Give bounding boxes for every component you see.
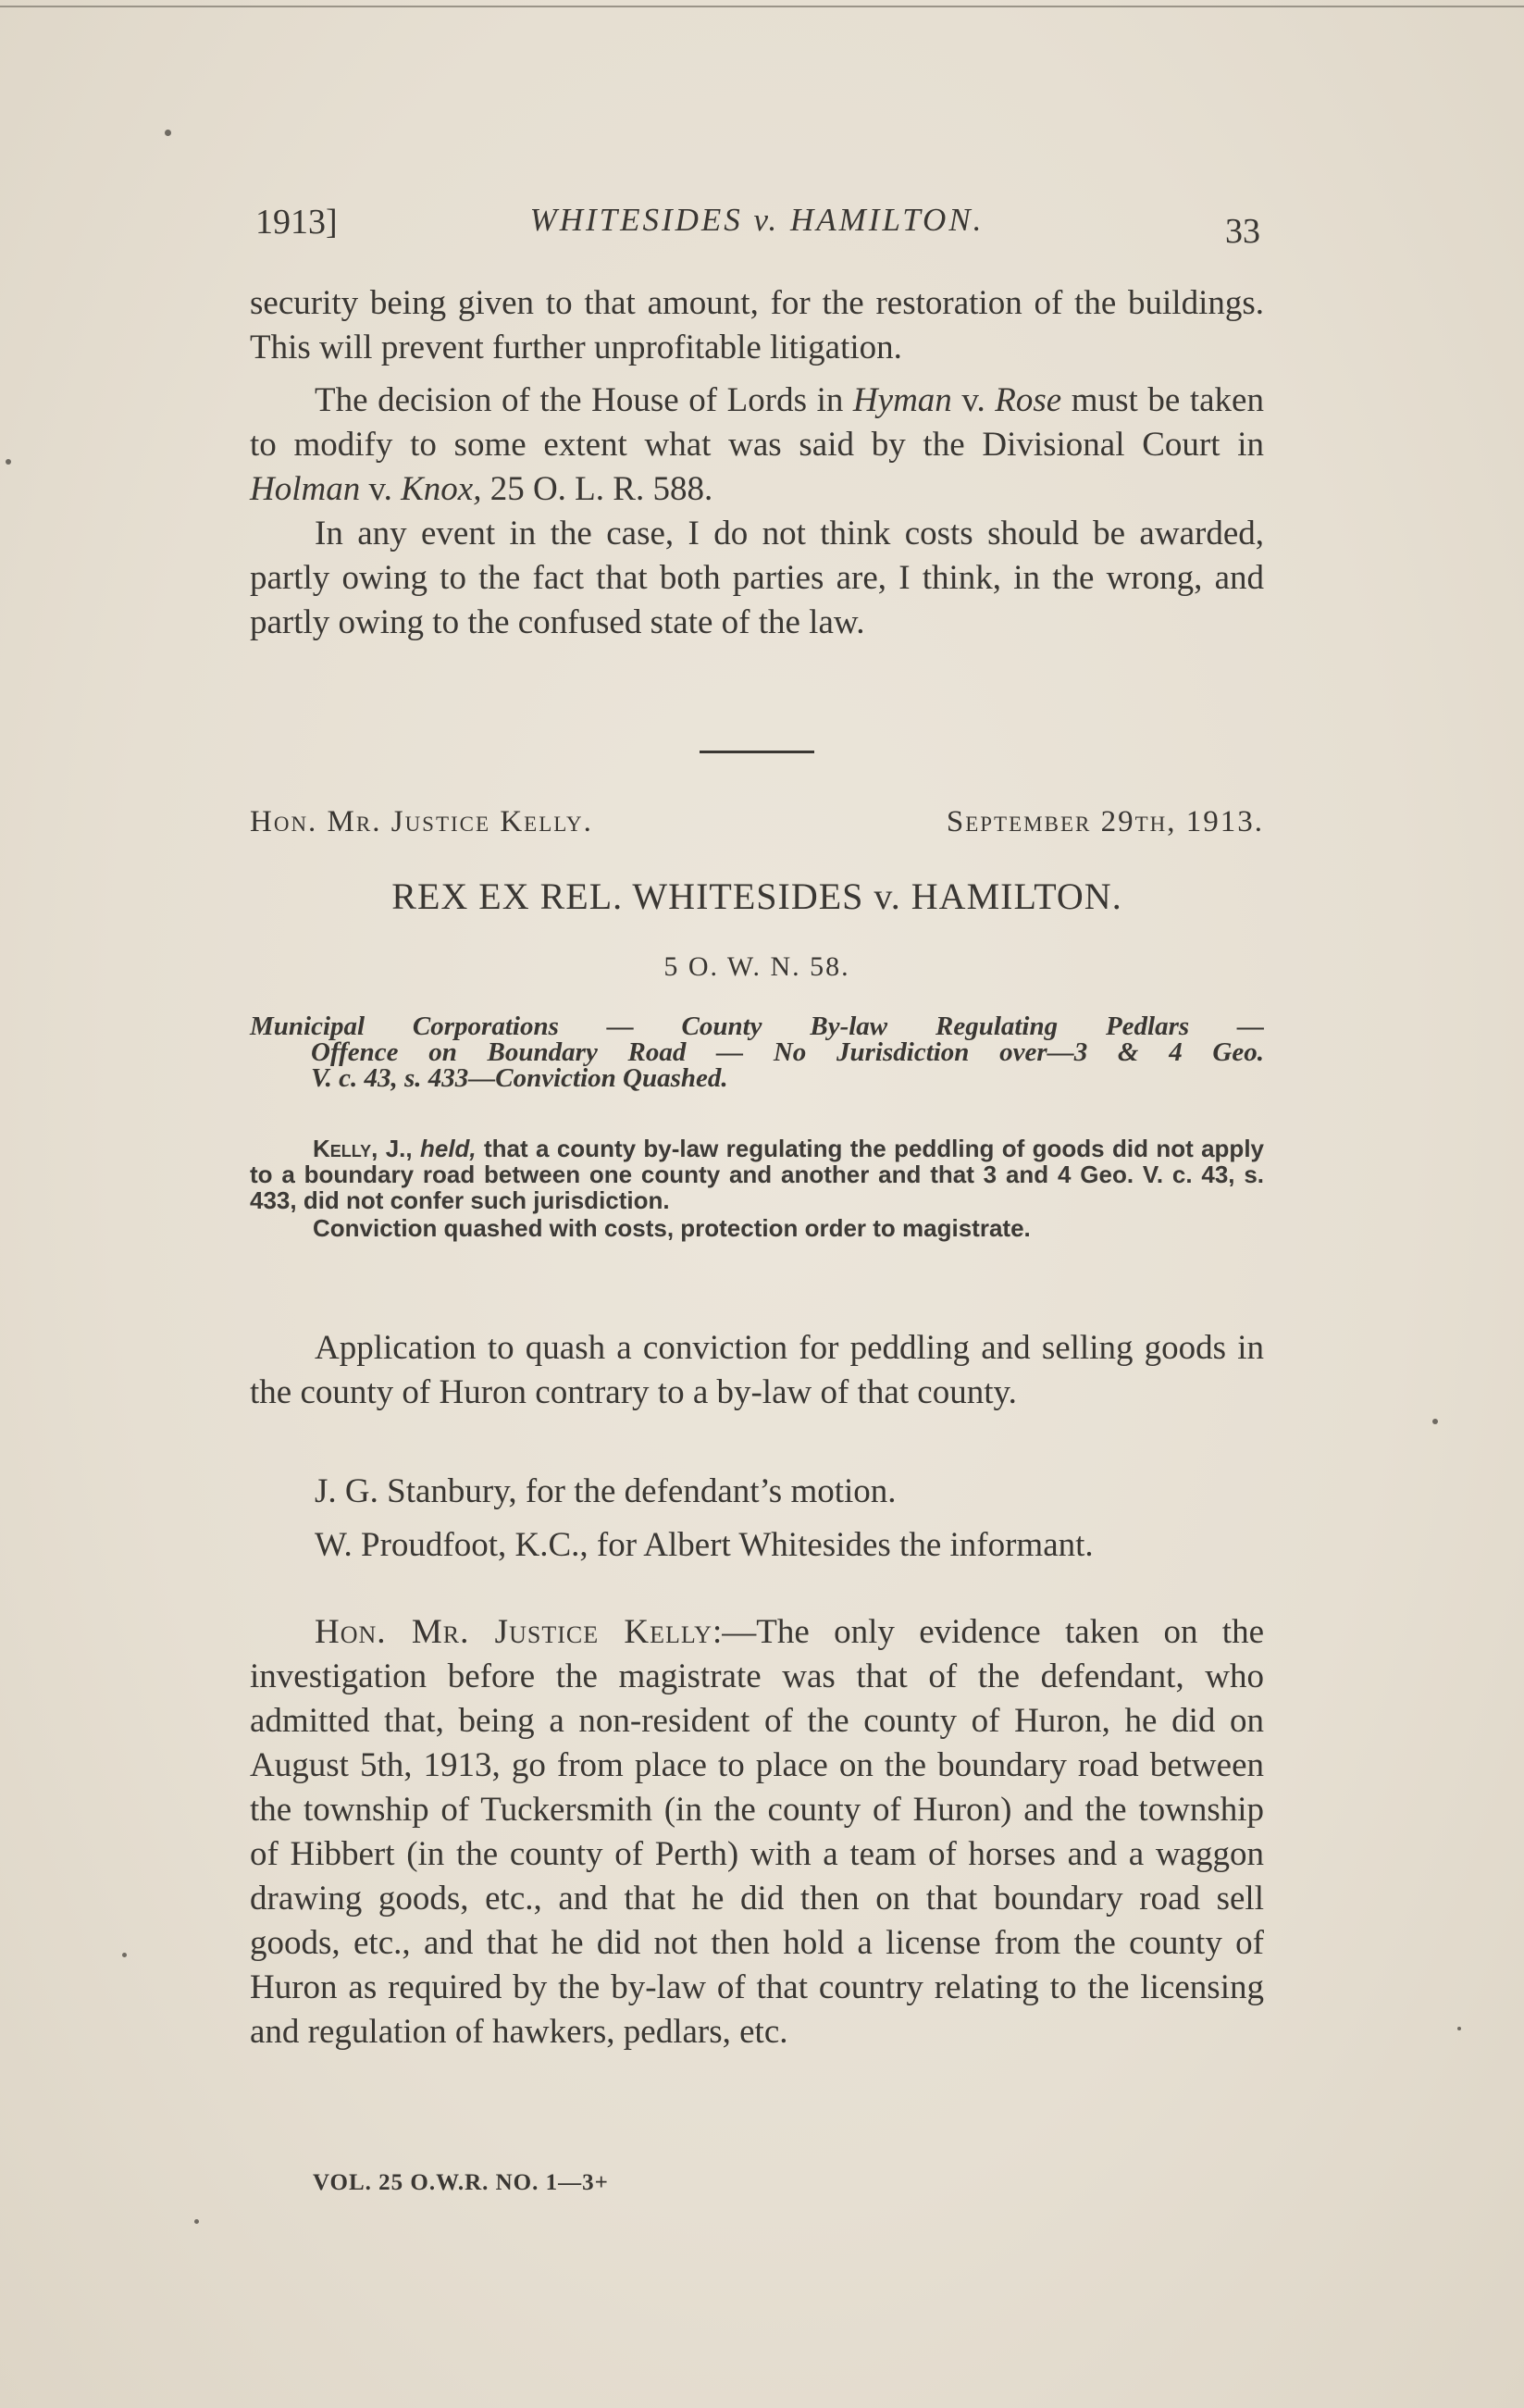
intro-paragraph: [250, 1326, 1264, 1415]
section-divider: [700, 751, 814, 753]
counsel-defendant: J. G. Stanbury, for the defendant’s motion.: [315, 1472, 897, 1510]
holding-disposition: Conviction quashed with costs, protection order to magistrate.: [313, 1214, 1031, 1242]
paper-speck: [1432, 1419, 1438, 1424]
opening-text: [250, 281, 1264, 645]
case-name-holman: Holman: [250, 470, 361, 508]
case-citation: 5 O. W. N. 58.: [663, 951, 850, 982]
running-head-title: WHITESIDES v. HAMILTON.: [529, 202, 985, 238]
intro-text: Application to quash a conviction for peddling and selling goods in the county of Huron contrary to a by-law of that county.: [250, 1329, 1264, 1411]
headnote-line: Offence on Boundary Road — No Jurisdiction over—3 & 4 Geo.: [311, 1037, 1264, 1067]
top-edge-rule: [0, 6, 1524, 7]
headnote: [250, 1013, 1264, 1091]
running-head-year: 1913]: [255, 203, 338, 242]
counsel-informant: W. Proudfoot, K.C., for Albert Whitesides the informant.: [315, 1526, 1094, 1564]
judgment-speaker: Hon. Mr. Justice Kelly: [315, 1613, 712, 1651]
signature-mark: VOL. 25 O.W.R. NO. 1—3+: [313, 2170, 609, 2195]
running-head: [250, 202, 1264, 251]
paragraph-costs: In any event in the case, I do not think costs should be awarded, partly owing to the fact that both parties are, I think, in the wrong, and partly owing to the confused state of the law.: [250, 515, 1264, 641]
case-name-rose: Rose: [995, 381, 1062, 419]
paper-speck: [122, 1953, 127, 1957]
bench-date: September 29th, 1913.: [946, 805, 1264, 838]
paper-speck: [6, 459, 11, 465]
case-title: REX EX REL. WHITESIDES v. HAMILTON.: [391, 875, 1122, 917]
headnote-line: Municipal Corporations — County By-law Regulating Pedlars —: [250, 1012, 1264, 1041]
bench-judge: Hon. Mr. Justice Kelly.: [250, 805, 593, 838]
paper-speck: [194, 2219, 199, 2224]
paragraph-continuation: security being given to that amount, for the restoration of the buildings. This will prevent further unprofitable litigation.: [250, 284, 1264, 366]
page-number: 33: [1225, 212, 1260, 251]
paper-speck: [1457, 2027, 1461, 2030]
judgment: [250, 1610, 1264, 2054]
holding-judge: Kelly, J.,: [313, 1135, 413, 1162]
case-name-knox: Knox,: [401, 470, 482, 508]
paper-speck: [165, 130, 171, 136]
paragraph-house-of-lords: The decision of the House of Lords in Hyman v. Rose must be taken to modify to some extent what was said by the Divisional Court in Holman v. Knox, 25 O. L. R. 588.: [250, 381, 1264, 508]
judgment-text: Hon. Mr. Justice Kelly:—The only evidence taken on the investigation before the magistrate was that of the defendant, who admitted that, being a non-resident of the county of Huron, he did on August 5th, 1913, go from place to place on the boundary road between the township of Tuckersmith (in the county of Huron) and the township of Hibbert (in the county of Perth) with a team of horses and a waggon drawing goods, etc., and that he did then on that boundary road sell goods, etc., and that he did not then hold a license from the county of Huron as required by the by-law of that country relating to the licensing and regulation of hawkers, pedlars, etc.: [250, 1613, 1264, 2051]
case-name-hyman: Hyman: [852, 381, 952, 419]
holding-held: held,: [419, 1135, 477, 1162]
headnote-line: V. c. 43, s. 433—Conviction Quashed.: [311, 1063, 728, 1093]
holding-text: Kelly, J., held, that a county by-law regulating the peddling of goods did not apply to a boundary road between one county and another and that 3 and 4 Geo. V. c. 43, s. 433, did not confer such jurisdiction.: [250, 1135, 1265, 1214]
holding: [250, 1136, 1264, 1241]
